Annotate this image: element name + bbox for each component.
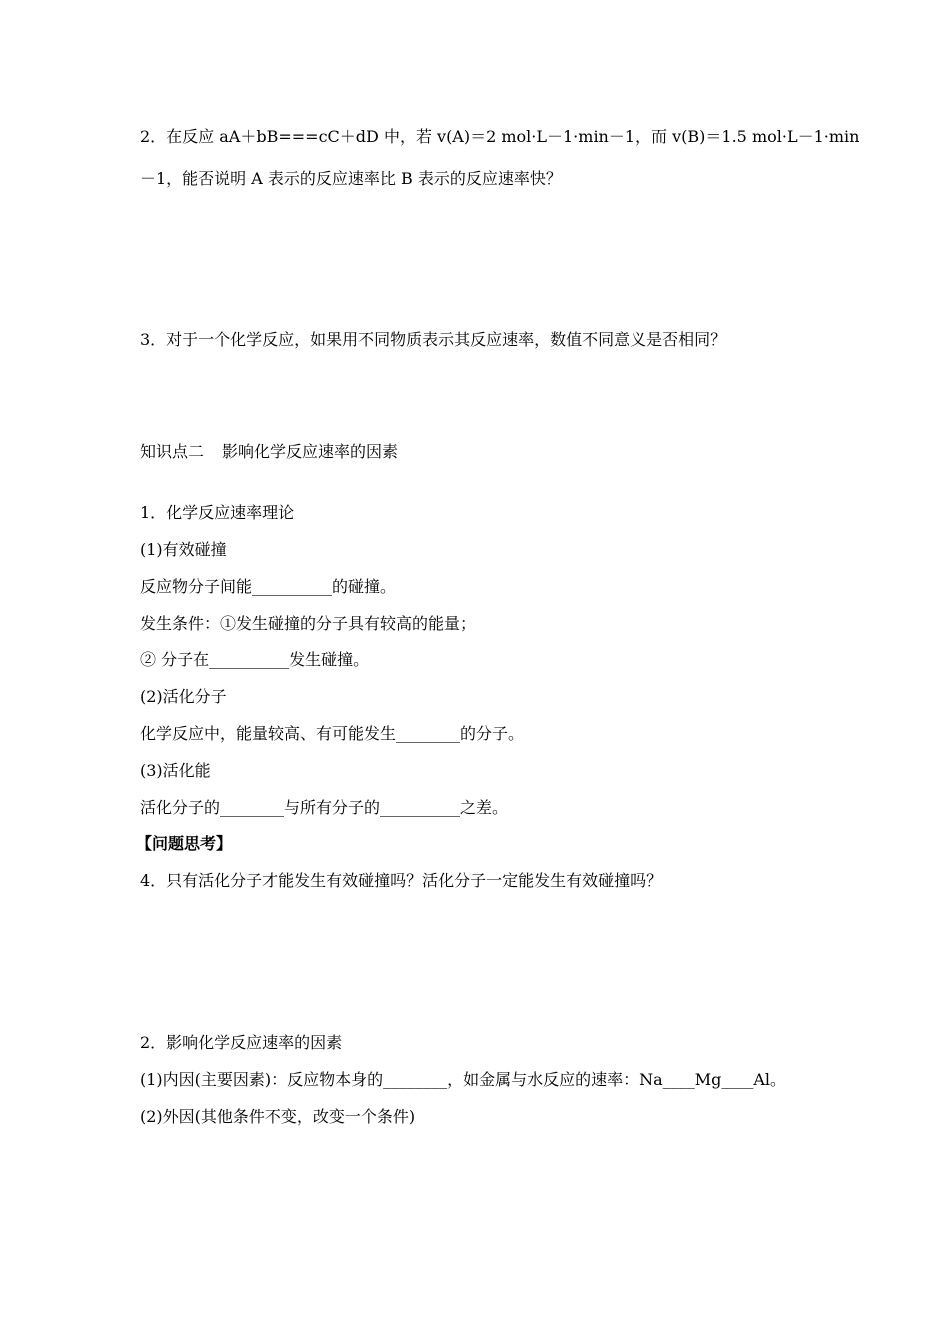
activation-energy-heading: (3)活化能 — [140, 761, 211, 780]
internal-factor: (1)内因(主要因素)：反应物本身的________，如金属与水反应的速率：Na____Mg____Al。 — [140, 1070, 786, 1089]
section-2-heading — [140, 442, 398, 462]
part-1-heading: 1．化学反应速率理论 — [140, 503, 295, 522]
question-4: 4．只有活化分子才能发生有效碰撞吗？活化分子一定能发生有效碰撞吗？ — [140, 871, 663, 890]
section-2-title: 影响化学反应速率的因素 — [222, 442, 399, 461]
question-2-line-1: 2．在反应 aA＋bB===cC＋dD 中，若 v(A)＝2 mol·L－1·min－1，而 v(B)＝1.5 mol·L－1·min — [140, 127, 860, 146]
thinking-label: 【问题思考】 — [136, 834, 233, 853]
external-factor: (2)外因(其他条件不变，改变一个条件) — [140, 1107, 416, 1126]
question-3: 3．对于一个化学反应，如果用不同物质表示其反应速率，数值不同意义是否相同？ — [140, 330, 727, 349]
activated-molecule-heading: (2)活化分子 — [140, 687, 227, 706]
question-2-line-2: －1，能否说明 A 表示的反应速率比 B 表示的反应速率快？ — [140, 169, 562, 188]
section-2-label: 知识点二 — [140, 442, 205, 461]
part-2-heading: 2．影响化学反应速率的因素 — [140, 1033, 343, 1052]
effective-collision-heading: (1)有效碰撞 — [140, 540, 227, 559]
activated-molecule-definition: 化学反应中，能量较高、有可能发生________的分子。 — [140, 724, 525, 743]
effective-collision-definition: 反应物分子间能__________的碰撞。 — [140, 577, 397, 596]
effective-collision-condition-2: ② 分子在__________发生碰撞。 — [140, 650, 370, 669]
activation-energy-definition: 活化分子的________与所有分子的__________之差。 — [140, 798, 509, 817]
effective-collision-condition-1: 发生条件：①发生碰撞的分子具有较高的能量； — [140, 614, 477, 633]
